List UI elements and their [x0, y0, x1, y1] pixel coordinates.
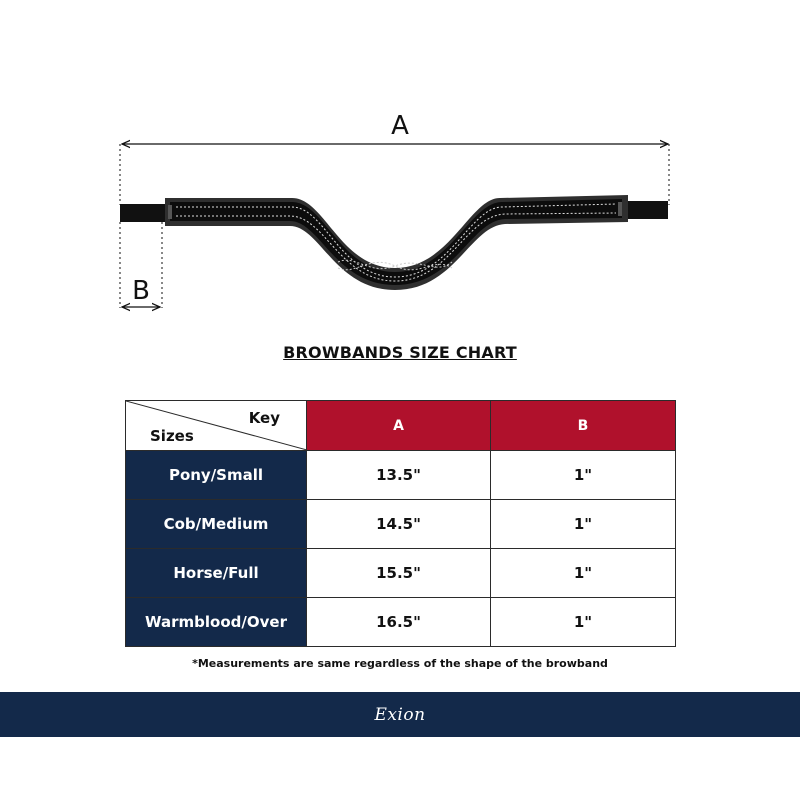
brand-logo: Exion — [374, 704, 426, 725]
row-size-label: Cob/Medium — [126, 500, 307, 549]
table-row — [126, 451, 676, 500]
row-value-b: 1" — [491, 500, 676, 549]
table-row — [126, 500, 676, 549]
row-size-label: Warmblood/Over — [126, 598, 307, 647]
column-header-b: B — [491, 401, 676, 451]
column-header-a: A — [307, 401, 491, 451]
size-table — [125, 400, 676, 647]
browband-diagram — [0, 0, 800, 340]
row-value-b: 1" — [491, 549, 676, 598]
dimension-a-label: A — [391, 111, 409, 141]
row-value-b: 1" — [491, 598, 676, 647]
corner-key-label: Key — [248, 409, 280, 427]
row-value-b: 1" — [491, 451, 676, 500]
size-chart-title: BROWBANDS SIZE CHART — [283, 343, 517, 362]
row-value-a: 14.5" — [307, 500, 491, 549]
row-size-label: Horse/Full — [126, 549, 307, 598]
footer-bar — [0, 692, 800, 737]
table-row — [126, 549, 676, 598]
row-value-a: 15.5" — [307, 549, 491, 598]
table-header-row — [126, 401, 676, 451]
browband-strap — [120, 195, 668, 290]
corner-sizes-label: Sizes — [150, 427, 194, 445]
dimension-b-label: B — [132, 276, 150, 306]
row-value-a: 13.5" — [307, 451, 491, 500]
row-value-a: 16.5" — [307, 598, 491, 647]
table-row — [126, 598, 676, 647]
measurement-footnote: *Measurements are same regardless of the shape of the browband — [192, 657, 608, 670]
row-size-label: Pony/Small — [126, 451, 307, 500]
table-corner-cell — [126, 401, 307, 451]
